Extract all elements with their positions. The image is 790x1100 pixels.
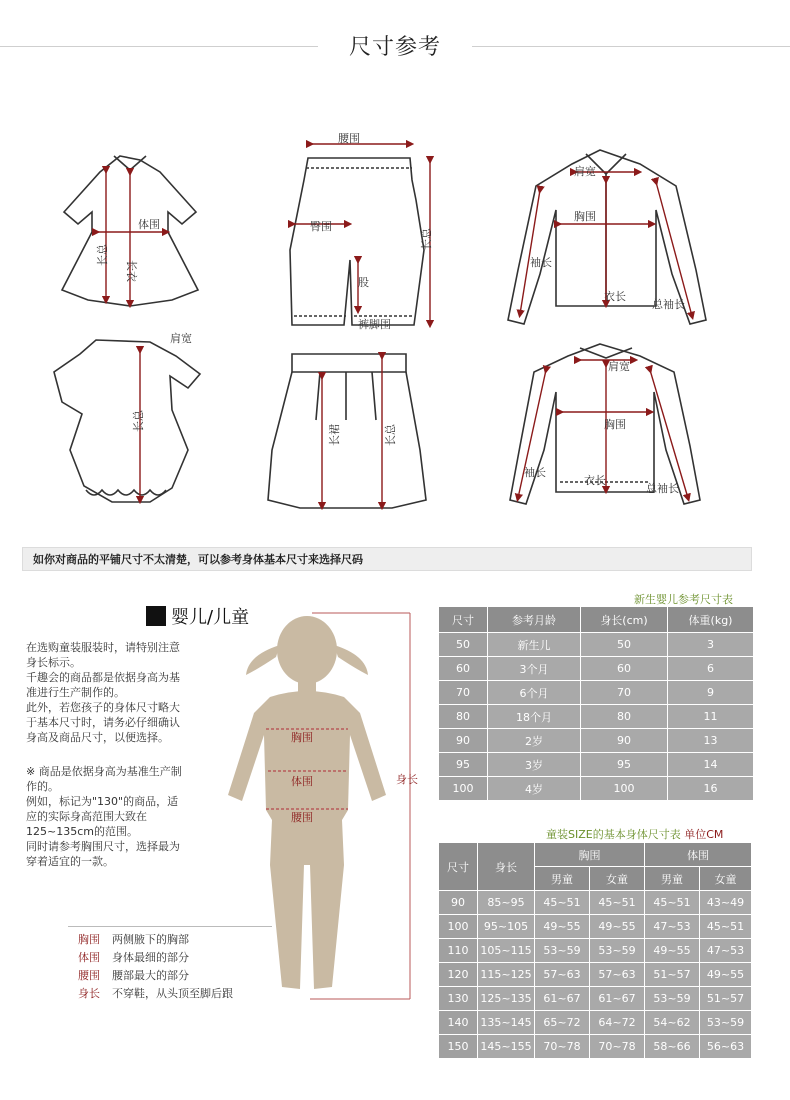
legend-row: 胸围 两侧腋下的胸部 xyxy=(78,933,189,946)
table-row: 100 95~105 49~55 49~55 47~53 45~51 xyxy=(439,915,752,939)
section-square-icon xyxy=(146,606,166,626)
table-row: 60 3个月 60 6 xyxy=(439,657,754,681)
table-header-row: 尺寸 身长 胸围 体围 xyxy=(439,843,752,867)
note-paragraph-1: 在选购童装服装时，请特别注意 身长标示。 千趣会的商品都是依据身高为基 准进行生产制作的。 此外，若您孩子的身体尺寸略大 于基本尺寸时，请务必仔细确认 身高及商品尺寸，以便选择。 xyxy=(26,641,180,744)
kids-table-unit: 单位CM xyxy=(684,828,724,841)
notice-bar: 如你对商品的平铺尺寸不太清楚，可以参考身体基本尺寸来选择尺码 xyxy=(22,547,752,571)
romper-shoulder-label: 肩宽 xyxy=(170,332,192,345)
page-title: 尺寸参考 xyxy=(348,35,441,60)
table-row: 130 125~135 61~67 61~67 53~59 51~57 xyxy=(439,987,752,1011)
dress-total-length-label: 长总 xyxy=(96,244,109,266)
skirt-length-label: 长裙 xyxy=(328,424,341,446)
sweater-total-sleeve-label: 总袖长 xyxy=(646,482,679,495)
figure-height-label: 身长 xyxy=(396,773,418,786)
table-row: 110 105~115 53~59 53~59 49~55 47~53 xyxy=(439,939,752,963)
pants-hem-label: 裤脚围 xyxy=(358,318,391,331)
sweater-sleeve-label: 袖长 xyxy=(524,466,546,479)
baby-table-caption: 新生婴儿参考尺寸表 xyxy=(634,593,733,606)
pants-length-label: 长总 xyxy=(420,228,433,250)
baby-size-table xyxy=(438,606,754,801)
header-line-right xyxy=(472,46,790,47)
romper-length-label: 长总 xyxy=(132,410,145,432)
dress-top-length-label: 长衣 xyxy=(125,260,138,282)
table-row: 100 4岁 100 16 xyxy=(439,777,754,801)
table-row: 90 85~95 45~51 45~51 45~51 43~49 xyxy=(439,891,752,915)
table-row: 70 6个月 70 9 xyxy=(439,681,754,705)
sweater-length-label: 衣长 xyxy=(584,474,606,487)
table-row: 80 18个月 80 11 xyxy=(439,705,754,729)
table-row: 95 3岁 95 14 xyxy=(439,753,754,777)
table-row: 120 115~125 57~63 57~63 51~57 49~55 xyxy=(439,963,752,987)
kids-size-table xyxy=(438,842,752,1059)
pants-waist-label: 腰围 xyxy=(338,132,360,145)
sweater-shoulder-label: 肩宽 xyxy=(608,360,630,373)
romper-drawing xyxy=(54,340,200,502)
table-subheader-row: 男童 女童 男童 女童 xyxy=(439,867,752,891)
table-row: 150 145~155 70~78 70~78 58~66 56~63 xyxy=(439,1035,752,1059)
figure-chest-label: 胸围 xyxy=(291,731,313,744)
jacket-length-label: 衣长 xyxy=(604,290,626,303)
kids-table-caption: 童装SIZE的基本身体尺寸表 单位CM xyxy=(546,828,724,841)
table-header-row: 尺寸 参考月龄 身长(cm) 体重(kg) xyxy=(439,607,754,633)
pants-drawing xyxy=(290,158,424,325)
note-paragraph-2: ※ 商品是依据身高为基准生产制 作的。 例如，标记为"130"的商品，适 应的实际身高范围大致在 125~135cm的范围。 同时请参考胸围尺寸，选择最为 穿着适宜的一款。 xyxy=(26,765,182,868)
legend-row: 体围 身体最细的部分 xyxy=(78,951,189,964)
pants-rise-label: 股 xyxy=(358,276,369,289)
figure-waist-label: 体围 xyxy=(291,775,313,788)
legend-row: 腰围 腰部最大的部分 xyxy=(78,969,189,982)
skirt-total-length-label: 长总 xyxy=(384,424,397,446)
sweater-chest-label: 胸围 xyxy=(604,418,626,431)
header-line-left xyxy=(0,46,318,47)
figure-hip-label: 腰围 xyxy=(291,811,313,824)
dress-chest-label: 体围 xyxy=(138,218,160,231)
legend-row: 身长 不穿鞋，从头顶至脚后跟 xyxy=(78,987,233,1000)
garment-diagrams xyxy=(0,120,790,520)
jacket-total-sleeve-label: 总袖长 xyxy=(652,298,685,311)
skirt-drawing xyxy=(268,354,426,508)
section-title: 婴儿/儿童 xyxy=(171,607,250,628)
table-row: 90 2岁 90 13 xyxy=(439,729,754,753)
measurement-legend xyxy=(68,926,272,1003)
table-row: 140 135~145 65~72 64~72 54~62 53~59 xyxy=(439,1011,752,1035)
jacket-sleeve-label: 袖长 xyxy=(530,256,552,269)
table-row: 50 新生儿 50 3 xyxy=(439,633,754,657)
pants-thigh-label: 臀围 xyxy=(310,220,332,233)
jacket-chest-label: 胸围 xyxy=(574,210,596,223)
jacket-shoulder-label: 肩宽 xyxy=(574,165,596,178)
